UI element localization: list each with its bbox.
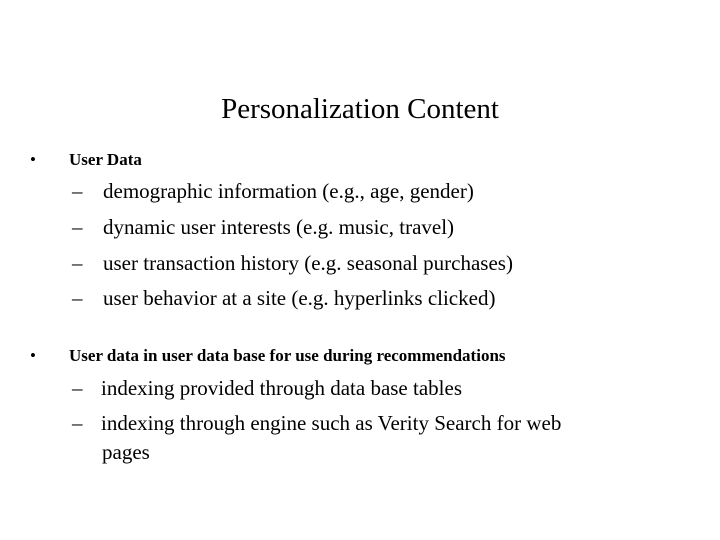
bullet-marker: • (30, 346, 36, 365)
dash-marker: – (72, 286, 83, 310)
slide-title: Personalization Content (221, 93, 499, 125)
bullet-text: User Data (69, 150, 142, 169)
bullet-text: User data in user data base for use during recommendations (69, 346, 506, 365)
list-item (72, 249, 513, 277)
list-item-text: indexing through engine such as Verity Search for web (101, 411, 562, 435)
list-item (72, 177, 474, 205)
list-item (72, 409, 561, 437)
dash-marker: – (72, 376, 83, 400)
list-item (72, 284, 495, 312)
dash-marker: – (72, 251, 83, 275)
list-item-text: user transaction history (e.g. seasonal purchases) (103, 251, 513, 275)
bullet-marker: • (30, 150, 36, 169)
list-item-continuation: pages (102, 440, 150, 464)
dash-marker: – (72, 215, 83, 239)
dash-marker: – (72, 179, 83, 203)
list-item-text: user behavior at a site (e.g. hyperlinks clicked) (103, 286, 496, 310)
list-item (72, 374, 462, 402)
list-item-text: indexing provided through data base tables (101, 376, 462, 400)
dash-marker: – (72, 411, 83, 435)
list-item-text: demographic information (e.g., age, gender) (103, 179, 474, 203)
list-item (72, 213, 454, 241)
bullet-user-data (30, 149, 142, 171)
list-item-text: dynamic user interests (e.g. music, travel) (103, 215, 455, 239)
bullet-user-data-base (30, 345, 506, 367)
